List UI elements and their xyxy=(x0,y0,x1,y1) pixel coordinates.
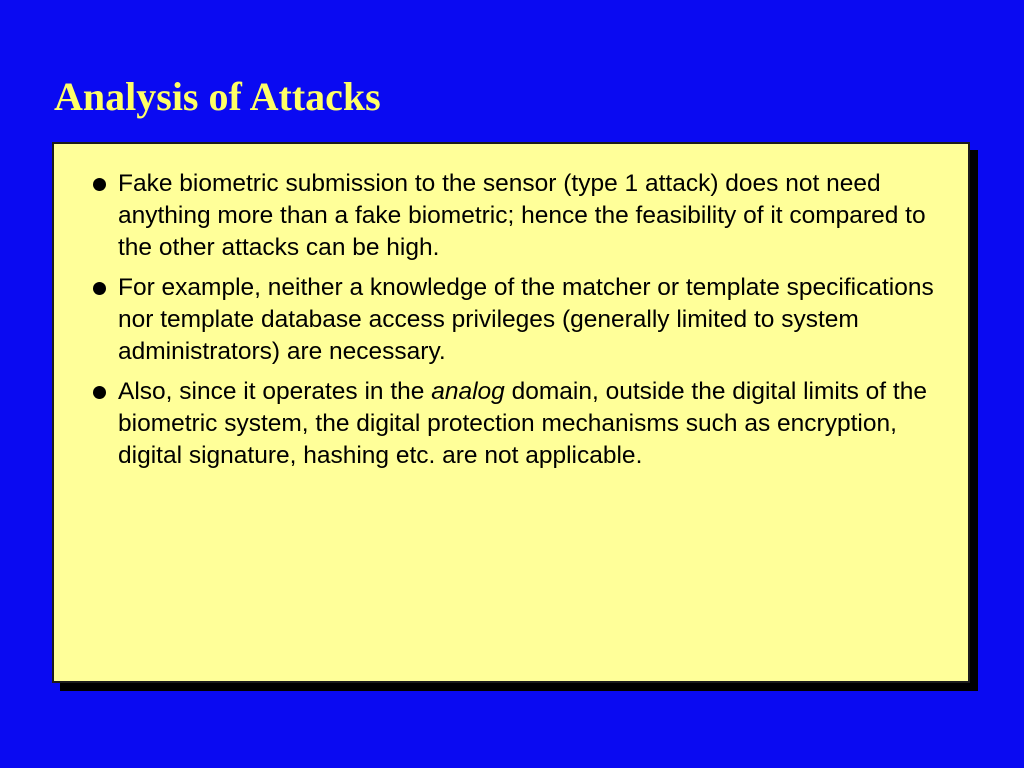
bullet-text-part: Also, since it operates in the xyxy=(118,378,432,405)
slide-title: Analysis of Attacks xyxy=(54,74,381,119)
bullet-dot-icon xyxy=(93,386,106,399)
bullet-item xyxy=(92,376,938,472)
bullet-text: For example, neither a knowledge of the matcher or template specifications nor template database access privileges (generally limited to system administrators) are necessary. xyxy=(118,274,934,365)
bullet-dot-icon xyxy=(93,178,106,191)
bullet-item xyxy=(92,168,938,264)
content-box xyxy=(52,142,970,683)
bullet-text xyxy=(118,378,927,469)
bullet-text-part: domain, outside the digital limits of the biometric system, the digital protection mechanisms such as encryption, digital signature, hashing etc. are not applicable. xyxy=(118,378,927,469)
emphasized-word: analog xyxy=(431,378,505,405)
bullet-item xyxy=(92,272,938,368)
bullet-list xyxy=(92,168,938,480)
bullet-dot-icon xyxy=(93,282,106,295)
bullet-text: Fake biometric submission to the sensor (type 1 attack) does not need anything more than a fake biometric; hence the feasibility of it compared to the other attacks can be high. xyxy=(118,170,926,261)
